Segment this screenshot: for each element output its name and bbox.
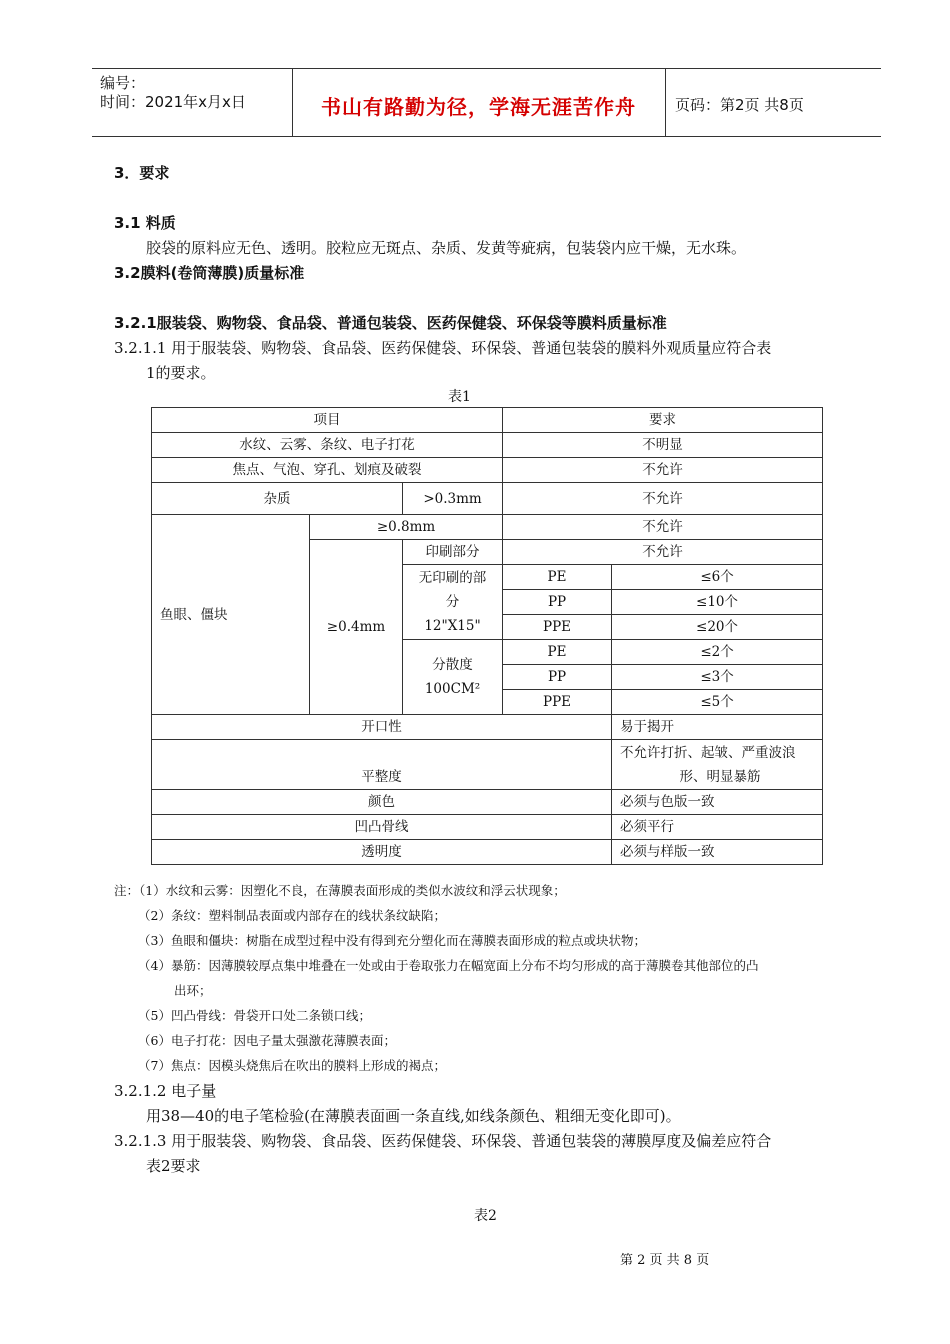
note-1: 注：（1）水纹和云雾：因塑化不良，在薄膜表面形成的类似水波纹和浮云状现象； (114, 883, 566, 898)
section-3-2-1-2-heading: 3.2.1.2 电子量 (114, 1082, 217, 1100)
table-cell: ≥0.8mm (310, 515, 503, 540)
section-3-2-1-3-line2: 表2要求 (146, 1157, 201, 1175)
table-row (152, 740, 823, 790)
table-cell: PPE (503, 690, 612, 715)
table-row (152, 515, 823, 540)
table-row (152, 840, 823, 865)
table-cell: 焦点、气泡、穿孔、划痕及破裂 (152, 458, 503, 483)
table-row (152, 715, 823, 740)
table-cell: PE (503, 565, 612, 590)
table-cell: PE (503, 640, 612, 665)
page-footer: 第 2 页 共 8 页 (620, 1253, 710, 1268)
table-cell: ≤2个 (612, 640, 823, 665)
table-cell: 凹凸骨线 (152, 815, 612, 840)
table-cell: 颜色 (152, 790, 612, 815)
table-cell: 水纹、云雾、条纹、电子打花 (152, 433, 503, 458)
table-row (152, 433, 823, 458)
header-box (92, 68, 881, 137)
table-cell: 必须与样版一致 (612, 840, 823, 865)
table-cell: 杂质 (152, 483, 403, 515)
header-right-cell (665, 69, 881, 136)
section-3-heading: 3．要求 (114, 164, 170, 182)
table-cell: ≤5个 (612, 690, 823, 715)
unprinted-label-line2: 分 (445, 594, 460, 610)
header-left-cell (92, 69, 293, 136)
table-row (152, 458, 823, 483)
table-cell: 不允许 (503, 483, 823, 515)
header-center-cell (292, 69, 666, 136)
table-cell: 平整度 (152, 740, 612, 790)
flatness-req-line2: 形、明显暴筋 (679, 768, 761, 785)
table-cell (612, 740, 823, 790)
table-cell: 必须与色版一致 (612, 790, 823, 815)
table-row (152, 790, 823, 815)
section-3-2-1-3-line1: 3.2.1.3 用于服装袋、购物袋、食品袋、医药保健袋、环保袋、普通包装袋的薄膜厚度及偏差应符合 (114, 1132, 772, 1150)
section-3-2-1-2-body: 用38—40的电子笔检验(在薄膜表面画一条直线,如线条颜色、粗细无变化即可)。 (146, 1107, 681, 1125)
table-cell (403, 640, 503, 715)
table-row (152, 408, 823, 433)
table-cell: ≤3个 (612, 665, 823, 690)
table-cell: PPE (503, 615, 612, 640)
doc-id-label: 编号： (100, 74, 146, 92)
note-7: （7）焦点：因模头烧焦后在吹出的膜料上形成的褐点； (138, 1058, 446, 1073)
table2-caption: 表2 (474, 1208, 497, 1224)
table-1 (151, 407, 823, 865)
note-4-line1: （4）暴筋：因薄膜较厚点集中堆叠在一处或由于卷取张力在幅宽面上分布不均匀形成的高于薄膜卷其他部位的凸 (138, 958, 759, 973)
section-3-2-1-1-line2: 1的要求。 (146, 364, 216, 382)
table-cell: ≤6个 (612, 565, 823, 590)
section-3-2-1-1-line1: 3.2.1.1 用于服装袋、购物袋、食品袋、医药保健袋、环保袋、普通包装袋的膜料外观质量应符合表 (114, 339, 772, 357)
table1-caption: 表1 (448, 389, 471, 405)
note-2: （2）条纹：塑料制品表面或内部存在的线状条纹缺陷； (138, 908, 446, 923)
unprinted-label-line3: 12"X15" (424, 618, 481, 634)
section-3-1-heading: 3.1 料质 (114, 214, 176, 232)
section-3-2-heading: 3.2膜料(卷筒薄膜)质量标准 (114, 264, 305, 282)
table-cell: 不允许 (503, 540, 823, 565)
table-cell: 鱼眼、僵块 (152, 515, 310, 715)
table-row (152, 483, 823, 515)
flatness-req-line1: 不允许打折、起皱、严重波浪 (620, 744, 796, 761)
note-4-line2: 出环； (174, 983, 212, 998)
table-cell: 不允许 (503, 458, 823, 483)
table-header-requirement: 要求 (503, 408, 823, 433)
table-cell: PP (503, 590, 612, 615)
table-cell: 印刷部分 (403, 540, 503, 565)
dispersion-label-line2: 100CM² (424, 681, 481, 697)
header-page-number: 页码：第2页 共8页 (675, 96, 804, 114)
note-5: （5）凹凸骨线：骨袋开口处二条锁口线； (138, 1008, 371, 1023)
section-3-2-1-heading: 3.2.1服装袋、购物袋、食品袋、普通包装袋、医药保健袋、环保袋等膜料质量标准 (114, 314, 667, 332)
dispersion-label-line1: 分散度 (432, 657, 473, 673)
note-6: （6）电子打花：因电子量太强激花薄膜表面； (138, 1033, 396, 1048)
section-3-1-body: 胶袋的原料应无色、透明。胶粒应无斑点、杂质、发黄等疵病，包装袋内应干燥，无水珠。 (146, 239, 747, 257)
header-motto: 书山有路勤为径，学海无涯苦作舟 (321, 95, 636, 119)
table-cell: 易于揭开 (612, 715, 823, 740)
table-cell: 不允许 (503, 515, 823, 540)
table-cell: ≤10个 (612, 590, 823, 615)
table-cell: 透明度 (152, 840, 612, 865)
table-cell (403, 565, 503, 640)
doc-time-label: 时间：2021年x月x日 (100, 93, 246, 111)
table-cell: 必须平行 (612, 815, 823, 840)
unprinted-label-line1: 无印刷的部 (418, 570, 487, 586)
table-cell: PP (503, 665, 612, 690)
table-cell: 开口性 (152, 715, 612, 740)
table-cell: ≥0.4mm (310, 540, 403, 715)
note-3: （3）鱼眼和僵块：树脂在成型过程中没有得到充分塑化而在薄膜表面形成的粒点或块状物； (138, 933, 646, 948)
table-cell: ≤20个 (612, 615, 823, 640)
table-header-item: 项目 (152, 408, 503, 433)
table-cell: >0.3mm (403, 483, 503, 515)
table-row (152, 815, 823, 840)
table-cell: 不明显 (503, 433, 823, 458)
